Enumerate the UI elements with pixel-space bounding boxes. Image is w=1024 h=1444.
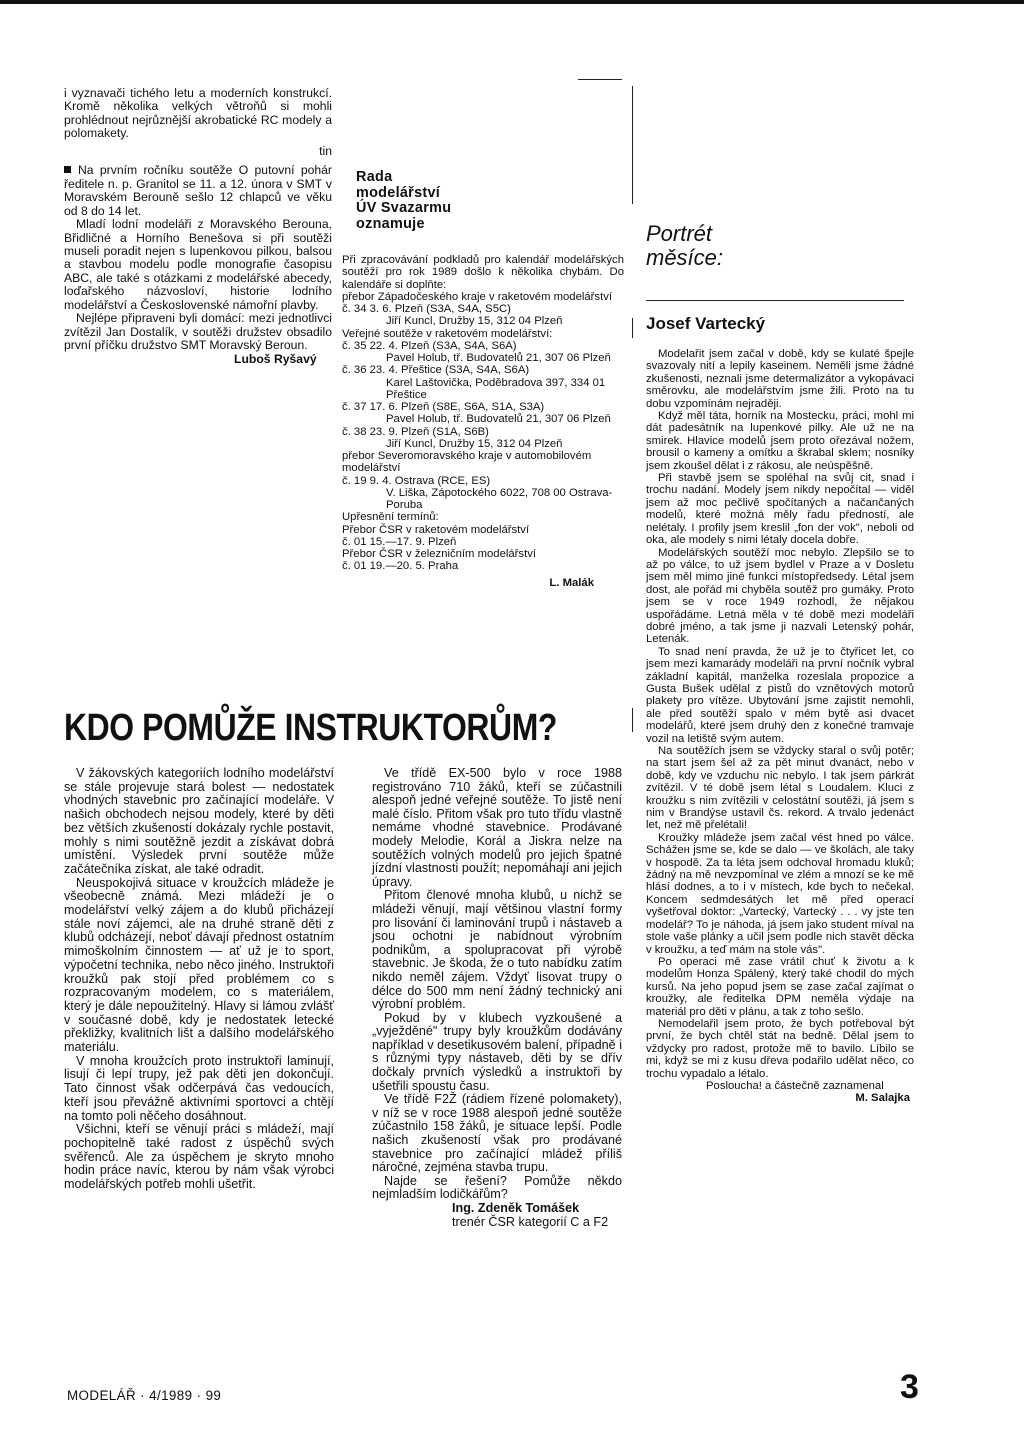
paragraph: Nejlépe připraveni byli domácí: mezi jednotlivci zvítězil Jan Dostalík, v soutěži družstev obsadilo první příčku družstvo SMT Moravský Beroun. bbox=[64, 311, 332, 353]
paragraph: Modelařit jsem začal v době, kdy se kulaté špejle svazovaly nití a lepily kaseinem. Neměli jsme žádné zkušenosti, neznali jsme determalizátor a vykopávaci směrovku, ale modelářstvím jsme žili. Proto na tu dobu vzpomínám nejraději. bbox=[646, 348, 914, 410]
paragraph: To snad není pravda, že už je to čtyřicet let, co jsem mezi kamarády modeláři na první nočník vybral základní kapitál, manželka rozeslala propozice a Gusta Bušek udělal z pistů do vznětových motorů plakety pro vítěze. Ubytování jsme zajistit nemohli, ale před soutěží spalo v mém bytě asi dvacet modelářů, které jsem druhý den z konečné tramvaje vozil na letiště svým autem. bbox=[646, 645, 914, 745]
column-rule bbox=[632, 708, 633, 732]
author-signature: trenér ČSR kategorií C a F2 bbox=[452, 1214, 609, 1229]
paragraph: Když měl táta, horník na Mostecku, práci, mohl mi dát padesátník na lupenkové pilky. Ale už ne na smirek. Hlavice modelů jsem proto ořezával nožem, brousil o kameny a omítku a škrabal sklem; nosníky jsem zkoušel dělat i z rákosu, ale neúspěšně. bbox=[646, 410, 914, 472]
paragraph: Při stavbě jsem se spoléhal na svůj cit, snad i trochu nadání. Modely jsem nikdy nepočítal — viděl jsem až moc pečlivě spočítaných a načančaných modelů, které možná měly řadu předností, ale nelétaly. I profily jsem kreslil „fon der vok", neboli od oka, ale modely s nimi létaly docela dobře. bbox=[646, 472, 914, 547]
calendar-entry: Přebor ČSR v železničním modelářství bbox=[342, 548, 536, 560]
top-rule bbox=[0, 0, 1024, 4]
paragraph: i vyznavači tichého letu a moderních konstrukcí. Kromě několika velkých větroňů si mohli prohlédnout nejrůznější akrobatické RC modely a polomakety. bbox=[64, 86, 332, 141]
paragraph: Neuspokojivá situace v kroužcích mládeže je všeobecně známá. Mezi mládeží je o modelářství velký zájem a do klubů přicházejí stále noví zájemci, ale na druhé straně děti z klubů odcházejí, neboť dávají přednost ostatním mimoškolním činnostem — ať už je to sport, výpočetní technika, nebo něco jiného. Instruktoři kroužků pak stojí před problémem co s rozpracovaným modelem, co s materiálem, který je dále nepoužitelný. Hlavy si lámou zvlášť v současné době, kdy je nedostatek letecké překližky, kvalitních lišt a dalšího modelářského materiálu. bbox=[64, 875, 334, 1055]
paragraph: Nemodelařil jsem proto, že bych potřeboval být první, že bych chtěl stát na bedně. Dělal jsem to vždycky pro radost, protože mě to bavilo. Líbilo se mi, když se mi z kusu dřeva podařilo udělat něco, co trochu vypadalo a létalo. bbox=[646, 1017, 914, 1080]
divider bbox=[646, 300, 904, 301]
calendar-entry: přebor Západočeského kraje v raketovém modelářství bbox=[342, 290, 612, 303]
announcement-title: Rada modelářství ÚV Svazarmu oznamuje bbox=[356, 169, 452, 232]
author-signature: Luboš Ryšavý bbox=[234, 351, 317, 366]
paragraph: Kroužky mládeže jsem začal vést hned po válce. Schážeн jsme se, kde se dalo — ve školách, ale taky v hospodě. Za ta léta jsem odchoval hromadu kluků; žádný na mě nevzpomínal ve zlém a mnozí se ke mě hlásí dodnes, a to i v místech, kde bych to nečekal. Koncem sedmdesátých let mě před operací vyšetřoval doktor: „Vartecký, Vartecký . . . vy jste ten modelář? To je náhoda, já jsem jako student míval na stole vaše plánky a učil jsem podle nich stavět děcka v kroužku, a teď mám na stole vás". bbox=[646, 831, 914, 956]
paragraph: Na soutěžích jsem se vždycky staral o svůj potěr; na start jsem šel až za pět minut dvanáct, nebo v době, kdy ve vzduchu nic nebylo. I tak jsem párkrát zvítězil. V té době jsem létal s Loudalem. Kluci z kroužku s nim zvítězili v celostátní soutěži, já jsem s nim v Brandýse ustavil čs. rekord. A trvalo jedenáct let, než mě přelétali! bbox=[646, 745, 914, 832]
paragraph: Ve třídě F2Ž (rádiem řízené polomakety), v níž se v roce 1988 alespoň jedné soutěže zúčastnilo 158 žáků, je situace lepší. Podle našich zkušeností však pro prodávané stavebnice pro začínající mládež příliš náročné, zejména stavba trupu. bbox=[372, 1092, 622, 1175]
paragraph: Přitom členové mnoha klubů, u nichž se mládeži věnují, mají většinou vlastní formy pro lisování či laminování trupů i nástaveb a jsou ochotni je nabídnout výrobním podnikům, a spolupracovat při výrobě stavebnic. Je škoda, že o tuto nabídku zatím nikdo neměl zájem. Vždyť lisovat trupy o délce do 500 mm není žádný technický ani výrobní problém. bbox=[372, 888, 622, 1012]
competition-calendar bbox=[342, 254, 624, 589]
divider bbox=[578, 79, 622, 80]
author-signature: M. Salajka bbox=[855, 1092, 910, 1105]
paragraph: Najde se řešení? Pomůže někdo nejmladším lodičkářům? bbox=[372, 1173, 622, 1202]
calendar-entry: Karel Laštovička, Poděbradova 397, 334 01 Přeštice bbox=[386, 376, 606, 401]
calendar-intro: Při zpracovávání podkladů pro kalendář modelářských soutěží pro rok 1989 došlo k několika chybám. Do kalendáře si doplňte: bbox=[342, 254, 624, 291]
portrait-text bbox=[646, 348, 914, 1105]
calendar-entry: Přebor ČSR v raketovém modelářství bbox=[342, 523, 530, 536]
calendar-entry: č. 37 17. 6. Plzeň (S8E, S6A, S1A, S3A) bbox=[342, 401, 545, 413]
column-rule bbox=[632, 318, 633, 338]
headline: KDO POMŮŽE INSTRUKTORŮM? bbox=[64, 707, 557, 749]
calendar-entry: č. 19 9. 4. Ostrava (RCE, ES) bbox=[342, 474, 491, 487]
paragraph: V mnoha kroužcích proto instruktoři laminují, lisují či lepí trupy, jež pak děti jen dokončují. Tato činnost však odčerpává čas vedoucích, kteří jsou převážně aktivními sportovci a chtějí na tomto poli něčeho dosáhnout. bbox=[64, 1053, 334, 1123]
calendar-entry: Upřesnění termínů: bbox=[342, 511, 439, 524]
portrait-title: Portrét měsíce: bbox=[646, 221, 724, 270]
article-column-1-top bbox=[64, 87, 332, 366]
paragraph: Všichni, kteří se věnují práci s mládeží, mají pochopitelně také radost z úspěchů svých svěřenců. Ale za úspěchem je skryto mnoho hodin práce navíc, kterou by nám však výrobci modelářských potřeb mohli ušetřit. bbox=[64, 1122, 334, 1192]
calendar-entry: přebor Severomoravského kraje v automobilovém modelářství bbox=[342, 450, 592, 475]
author-signature: L. Malák bbox=[549, 576, 594, 589]
calendar-entry: č. 01 19.—20. 5. Praha bbox=[342, 560, 459, 573]
calendar-entry: V. Liška, Zápotockého 6022, 708 00 Ostrava-Poruba bbox=[386, 486, 613, 511]
paragraph: Ve třídě EX-500 bylo v roce 1988 registrováno 710 žáků, kteří se zúčastnili alespoň jedné veřejné soutěže. To jistě není malé číslo. Přitom však pro tuto třídu vlastně nemáme vhodné stavebnice. Prodávané modely Melodie, Korál a Jiskra nelze na soutěžích volných modelů pro jejich špatné jízdní vlastnosti použít; nepomáhají ani jejich úpravy. bbox=[372, 766, 622, 889]
paragraph: Pokud by v klubech vyzkoušené a „vyježděné" trupy byly kroužkům dodávány například v desetikusovém balení, případně i s různými typy nástaveb, děti by se dřív dočkaly prvních výsledků a instruktoři by ušetřili spoustu času. bbox=[372, 1010, 622, 1093]
author-signature: tin bbox=[319, 143, 332, 158]
author-signature: Ing. Zdeněk Tomášek bbox=[452, 1201, 580, 1215]
paragraph: Modelářských soutěží moc nebylo. Zlepšilo se to až po válce, to už jsem bydlel v Praze a v Dosletu jsem měl mimo jiné funkci místopředsedy. Létal jsem dost, ale pořád mi chyběla soutěž pro gumáky. Proto jsem se v roce 1949 rozhodl, že nějakou uspořádáme. Letná měla v té době mezi modeláři dobré jméno, a tak jsme ji nazvali Letenský pohár, Letenák. bbox=[646, 546, 914, 646]
article-column-2 bbox=[372, 767, 622, 1229]
calendar-entry: Jiří Kuncl, Družby 15, 312 04 Plzeň bbox=[386, 315, 563, 328]
article-column-1 bbox=[64, 767, 334, 1192]
calendar-entry: Pavel Holub, tř. Budovatelů 21, 307 06 Plzeň bbox=[386, 413, 611, 426]
calendar-entry: Jiří Kuncl, Družby 15, 312 04 Plzeň bbox=[386, 437, 563, 450]
calendar-entry: Veřejné soutěže v raketovém modelářství: bbox=[342, 327, 553, 340]
calendar-entry: Pavel Holub, tř. Budovatelů 21, 307 06 Plzeň bbox=[386, 352, 611, 364]
paragraph: V žákovských kategoriích lodního modelářství se stále projevuje stará bolest — nedostatek vhodných stavebnic pro začínající modeláře. V našich obchodech nejsou modely, které by děti bez větších zkušeností dokázaly rychle postavit, mohly s nimi soutěžně jezdit a získávat dobrá umístění. Výsledek první soutěže může začátečníka získat, ale také odradit. bbox=[64, 766, 334, 876]
bullet-square-icon bbox=[64, 166, 71, 173]
calendar-entry: č. 38 23. 9. Plzeň (S1A, S6B) bbox=[342, 425, 489, 438]
column-rule bbox=[632, 86, 633, 204]
calendar-entry: č. 35 22. 4. Plzeň (S3A, S4A, S6A) bbox=[342, 339, 517, 352]
paragraph: Po operaci mě zase vrátil chuť k životu a k modelům Honza Spálený, který také chodil do mých kursů. Na jeho popud jsem se zase začal zajímat o kroužky, ale ředitelka DPM neměla výdaje na materiál pro děti v plánu, a tak z toho sešlo. bbox=[646, 955, 914, 1018]
paragraph: Na prvním ročníku soutěže O putovní pohár ředitele n. p. Granitol se 11. a 12. února v SMT v Moravském Berouně sešlo 12 chlapců ve věku od 8 do 14 let. bbox=[64, 163, 332, 218]
page-number: 3 bbox=[900, 1368, 919, 1406]
calendar-entry: č. 36 23. 4. Přeštice (S3A, S4A, S6A) bbox=[342, 364, 530, 377]
calendar-entry: č. 34 3. 6. Plzeň (S3A, S4A, S5C) bbox=[342, 303, 511, 315]
paragraph: Mladí lodní modeláři z Moravského Berouna, Břidličné a Horního Benešova si při soutěži museli poradit nejen s lupenkovou pilkou, balsou a stavbou modelu podle monografie časopisu ABC, ale také s otázkami z modelářské abecedy, loďařského názvosloví, historie lodního modelářství a Československé námořní plavby. bbox=[64, 217, 332, 312]
calendar-entry: č. 01 15.—17. 9. Plzeň bbox=[342, 535, 457, 548]
author-signature: Posloucha! a částečně zaznamenal bbox=[706, 1079, 884, 1092]
page-footer: MODELÁŘ · 4/1989 · 99 bbox=[67, 1388, 222, 1403]
portrait-name: Josef Vartecký bbox=[646, 314, 766, 333]
